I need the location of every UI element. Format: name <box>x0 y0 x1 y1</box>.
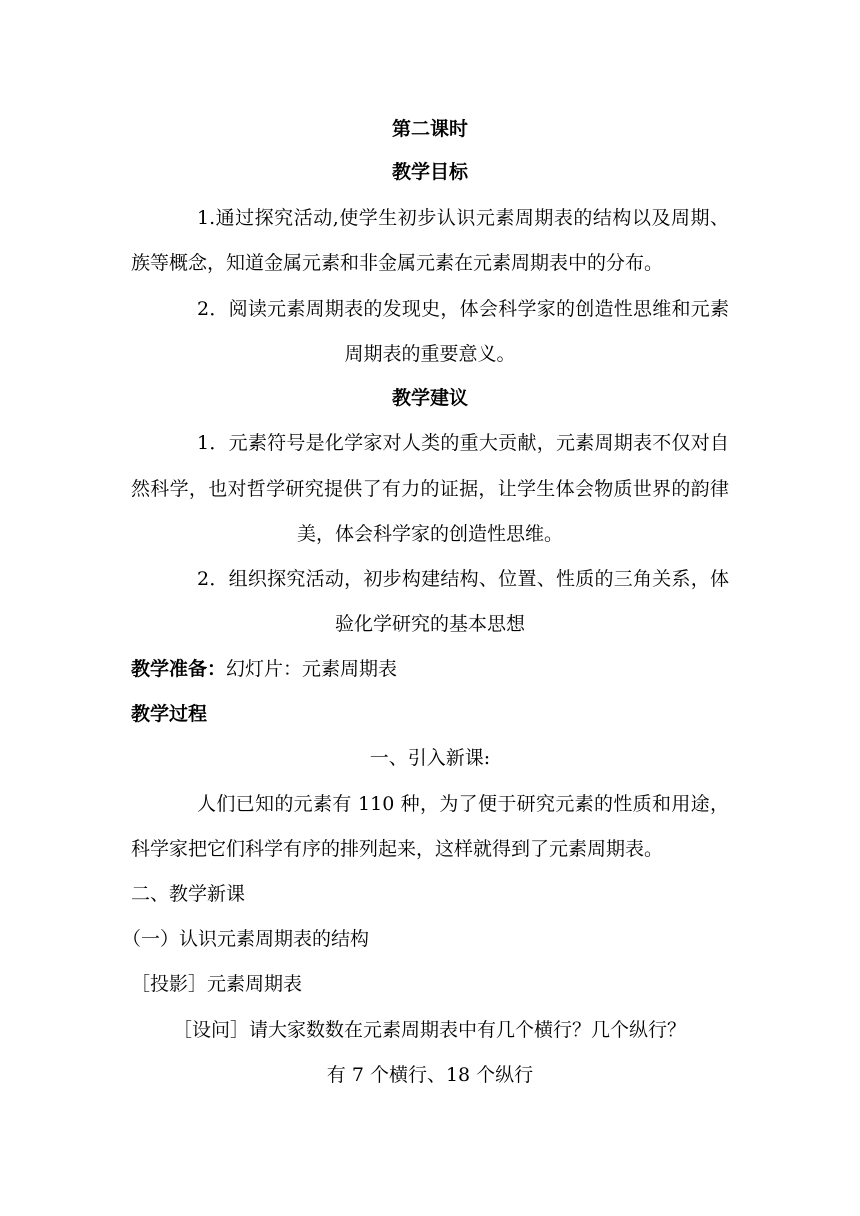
suggestion-1-line-1: 1．元素符号是化学家对人类的重大贡献，元素周期表不仅对自 <box>197 432 729 454</box>
objective-1-line-2: 族等概念，知道金属元素和非金属元素在元素周期表中的分布。 <box>131 252 664 274</box>
suggestion-1-line-3: 美，体会科学家的创造性思维。 <box>296 523 563 545</box>
question-line: ［设问］请大家数数在元素周期表中有几个横行？几个纵行？ <box>173 1019 687 1041</box>
objective-2-line-2: 周期表的重要意义。 <box>344 343 516 365</box>
subsection-1-title: （一）认识元素周期表的结构 <box>122 928 370 950</box>
process-heading: 教学过程 <box>131 703 208 725</box>
preparation-label: 教学准备： <box>131 658 227 680</box>
suggestion-2-line-2: 验化学研究的基本思想 <box>334 613 525 635</box>
section-1-title: 一、引入新课: <box>369 747 491 769</box>
objectives-heading: 教学目标 <box>391 161 468 183</box>
section-2-title: 二、教学新课 <box>131 883 246 905</box>
objective-2-line-1: 2．阅读元素周期表的发现史，体会科学家的创造性思维和元素 <box>197 298 729 320</box>
preparation-value: 幻灯片：元素周期表 <box>226 658 398 680</box>
answer-line: 有 7 个横行、18 个纵行 <box>326 1064 534 1086</box>
objective-1-line-1: 1.通过探究活动,使学生初步认识元素周期表的结构以及周期、 <box>197 207 729 229</box>
projection-note: ［投影］元素周期表 <box>131 973 303 995</box>
intro-line-2: 科学家把它们科学有序的排列起来，这样就得到了元素周期表。 <box>131 838 664 860</box>
suggestions-heading: 教学建议 <box>391 387 468 409</box>
suggestion-2-line-1: 2．组织探究活动，初步构建结构、位置、性质的三角关系，体 <box>197 568 729 590</box>
suggestion-1-line-2: 然科学，也对哲学研究提供了有力的证据，让学生体会物质世界的韵律 <box>131 478 729 500</box>
intro-line-1: 人们已知的元素有 110 种，为了便于研究元素的性质和用途， <box>197 793 729 815</box>
lesson-title: 第二课时 <box>391 118 468 140</box>
preparation-line <box>131 657 397 681</box>
